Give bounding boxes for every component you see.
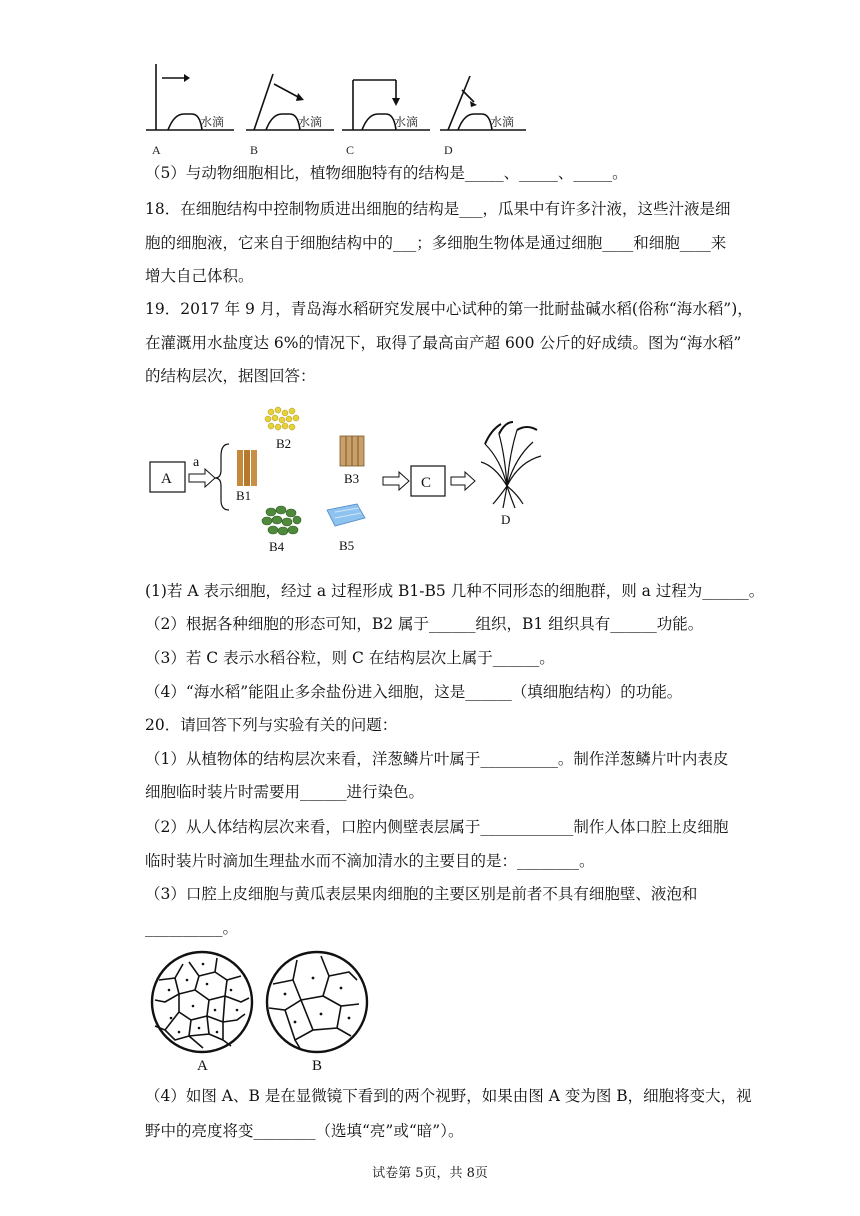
- microscope-fields-figure: [145, 950, 375, 1076]
- q20-s2-line1: （2）从人体结构层次来看，口腔内侧壁表层属于____________制作人体口腔上皮细胞: [145, 818, 729, 836]
- light-angle-figure: [140, 58, 530, 158]
- q19-line2: 在灌溉用水盐度达 6%的情况下，取得了最高亩产超 600 公斤的好成绩。图为“海水稻”: [145, 334, 742, 352]
- b4-tissue-image: [262, 506, 301, 535]
- q20-s3-line1: （3）口腔上皮细胞与黄瓜表层果肉细胞的主要区别是前者不具有细胞壁、液泡和: [145, 885, 698, 903]
- rice-plant-image: [481, 422, 541, 508]
- b3-label: B3: [344, 471, 360, 486]
- q20-s2-line2: 临时装片时滴加生理盐水而不滴加清水的主要目的是：________。: [145, 852, 595, 870]
- q19-sub1: (1)若 A 表示细胞，经过 a 过程形成 B1-B5 几种不同形态的细胞群，则 a 过程为______。: [145, 582, 765, 600]
- page-footer: 试卷第 5页，共 8页: [372, 1166, 488, 1181]
- q20-s4-line1: （4）如图 A、B 是在显微镜下看到的两个视野，如果由图 A 变为图 B，细胞将变大，视: [145, 1087, 752, 1105]
- water-label-a: 水滴: [200, 115, 225, 129]
- b4-label: B4: [269, 539, 285, 554]
- q18-line1: 18．在细胞结构中控制物质进出细胞的结构是___，瓜果中有许多汁液，这些汁液是细: [145, 200, 731, 218]
- q19-line3: 的结构层次，据图回答：: [145, 367, 316, 385]
- q20-intro: 20．请回答下列与实验有关的问题：: [145, 716, 398, 734]
- b3-tissue-image: [340, 436, 364, 466]
- q19-line1: 19．2017 年 9 月，青岛海水稻研究发展中心试种的第一批耐盐碱水稻(俗称“海水稻”)，: [145, 300, 753, 318]
- b5-tissue-image: [327, 504, 365, 526]
- panel-label-b: B: [250, 143, 259, 157]
- b1-tissue-image: [237, 450, 257, 486]
- q20-s1-line2: 细胞临时装片时需要用______进行染色。: [145, 783, 425, 801]
- panel-label-d: D: [444, 143, 453, 157]
- water-label-c: 水滴: [394, 115, 419, 129]
- q18-line3: 增大自己体积。: [145, 267, 254, 285]
- rice-structure-diagram: [145, 400, 585, 560]
- panel-label-a: A: [152, 143, 161, 157]
- arrow-a-label: a: [193, 455, 200, 470]
- box-a-label: A: [161, 471, 172, 487]
- field-a: [152, 952, 252, 1052]
- b2-label: B2: [276, 436, 292, 451]
- field-label-a: A: [197, 1058, 208, 1074]
- field-b: [267, 952, 367, 1052]
- q18-line2: 胞的细胞液，它来自于细胞结构中的___；多细胞生物体是通过细胞____和细胞____来: [145, 234, 727, 252]
- b2-tissue-image: [265, 407, 299, 430]
- b5-label: B5: [339, 538, 355, 553]
- water-label-d: 水滴: [490, 115, 515, 129]
- panel-label-c: C: [346, 143, 355, 157]
- q19-sub2: （2）根据各种细胞的形态可知，B2 属于______组织，B1 组织具有______功能。: [145, 615, 704, 633]
- box-c-label: C: [421, 475, 432, 491]
- q17-part5: （5）与动物细胞相比，植物细胞特有的结构是_____、_____、_____。: [145, 164, 628, 182]
- q20-s3-line2: __________。: [145, 919, 239, 937]
- plant-d-label: D: [501, 512, 511, 527]
- water-label-b: 水滴: [298, 115, 323, 129]
- q20-s1-line1: （1）从植物体的结构层次来看，洋葱鳞片叶属于__________。制作洋葱鳞片叶内表皮: [145, 750, 729, 768]
- b1-label: B1: [236, 488, 252, 503]
- q19-sub4: （4）“海水稻”能阻止多余盐份进入细胞，这是______（填细胞结构）的功能。: [145, 683, 683, 701]
- q20-s4-line2: 野中的亮度将变________（选填“亮”或“暗”）。: [145, 1122, 464, 1140]
- q19-sub3: （3）若 C 表示水稻谷粒，则 C 在结构层次上属于______。: [145, 649, 555, 667]
- field-label-b: B: [312, 1058, 323, 1074]
